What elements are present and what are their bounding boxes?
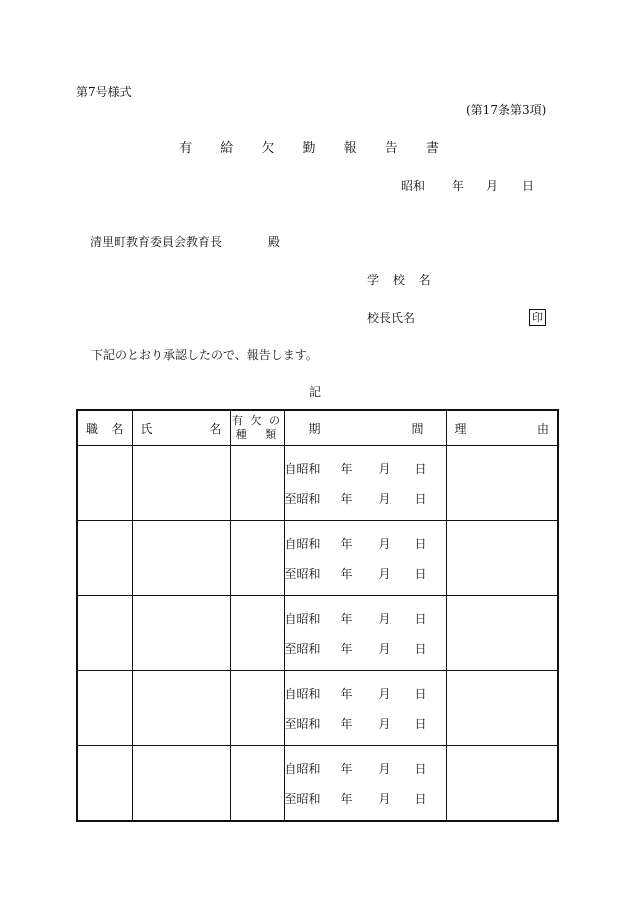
period-cell[interactable]	[284, 521, 446, 596]
date-month: 月	[486, 179, 499, 193]
reason-cell[interactable]	[446, 521, 558, 596]
period-cell[interactable]	[284, 446, 446, 521]
period-from-line: 自昭和 年 月 日	[284, 761, 427, 776]
kind-cell[interactable]	[230, 746, 284, 822]
addressee-name: 清里町教育委員会教育長	[90, 235, 223, 249]
position-cell[interactable]	[77, 671, 132, 746]
name-cell[interactable]	[132, 746, 230, 822]
article-reference: (第17条第3項)	[466, 103, 547, 117]
ki-label: 記	[308, 385, 321, 399]
principal-name-label: 校長氏名	[367, 311, 416, 325]
addressee	[90, 235, 280, 249]
period-to-line: 至昭和 年 月 日	[284, 641, 427, 656]
header-name: 氏 名	[132, 410, 230, 446]
reason-cell[interactable]	[446, 596, 558, 671]
name-cell[interactable]	[132, 521, 230, 596]
table-header-row	[77, 410, 558, 446]
period-cell[interactable]	[284, 596, 446, 671]
header-kind: 有 欠 の 種 類	[230, 410, 284, 446]
school-name-label: 学 校 名	[367, 273, 436, 287]
form-number: 第7号様式	[76, 85, 132, 99]
period-from-line: 自昭和 年 月 日	[284, 461, 427, 476]
statement-text: 下記のとおり承認したので、報告します。	[91, 348, 318, 362]
name-cell[interactable]	[132, 596, 230, 671]
kind-cell[interactable]	[230, 671, 284, 746]
date-year: 年	[452, 179, 465, 193]
period-from-line: 自昭和 年 月 日	[284, 686, 427, 701]
period-from-line: 自昭和 年 月 日	[284, 536, 427, 551]
period-from-line: 自昭和 年 月 日	[284, 611, 427, 626]
header-period: 期 間	[284, 410, 446, 446]
period-to-line: 至昭和 年 月 日	[284, 791, 427, 806]
period-cell[interactable]	[284, 671, 446, 746]
table-row	[77, 746, 558, 822]
name-cell[interactable]	[132, 671, 230, 746]
position-cell[interactable]	[77, 521, 132, 596]
kind-cell[interactable]	[230, 521, 284, 596]
period-to-line: 至昭和 年 月 日	[284, 716, 427, 731]
document-title: 有 給 欠 勤 報 告 書	[179, 141, 451, 156]
name-cell[interactable]	[132, 446, 230, 521]
period-to-line: 至昭和 年 月 日	[284, 566, 427, 581]
position-cell[interactable]	[77, 446, 132, 521]
leave-records-table	[76, 409, 559, 822]
reason-cell[interactable]	[446, 746, 558, 822]
date-era: 昭和	[401, 179, 426, 193]
header-reason: 理 由	[446, 410, 558, 446]
position-cell[interactable]	[77, 596, 132, 671]
period-to-line: 至昭和 年 月 日	[284, 491, 427, 506]
period-cell[interactable]	[284, 746, 446, 822]
table-row	[77, 671, 558, 746]
reason-cell[interactable]	[446, 671, 558, 746]
kind-cell[interactable]	[230, 596, 284, 671]
header-position: 職 名	[77, 410, 132, 446]
table-row	[77, 521, 558, 596]
table-row	[77, 596, 558, 671]
date-day: 日	[522, 179, 535, 193]
position-cell[interactable]	[77, 746, 132, 822]
seal-mark: 印	[529, 309, 546, 326]
table-row	[77, 446, 558, 521]
addressee-honorific: 殿	[268, 235, 281, 249]
kind-cell[interactable]	[230, 446, 284, 521]
reason-cell[interactable]	[446, 446, 558, 521]
